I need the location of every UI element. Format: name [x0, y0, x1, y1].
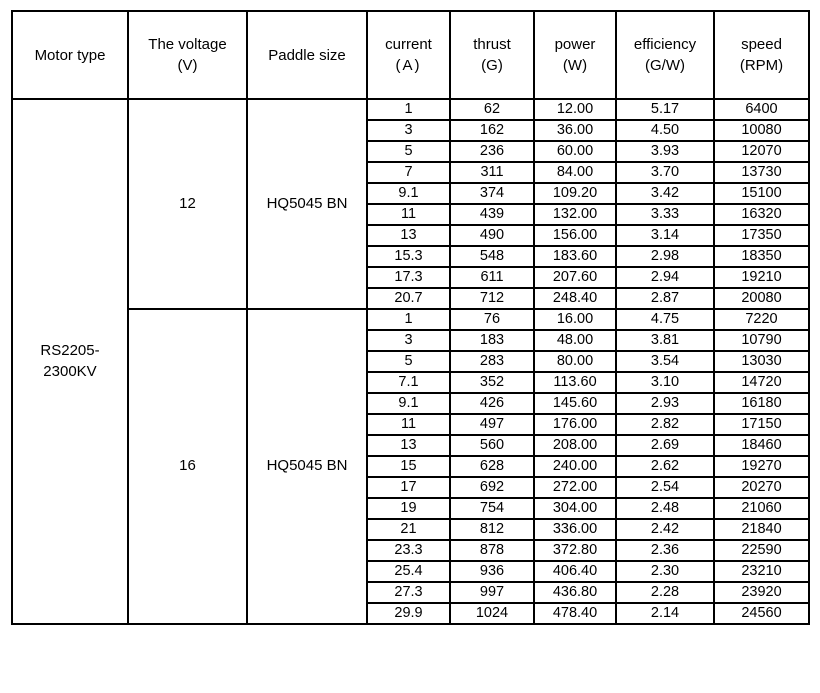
- data-cell: 3.42: [616, 183, 714, 204]
- data-cell: 15: [367, 456, 450, 477]
- data-cell: 17: [367, 477, 450, 498]
- data-cell: 27.3: [367, 582, 450, 603]
- data-cell: 374: [450, 183, 534, 204]
- data-cell: 156.00: [534, 225, 616, 246]
- data-cell: 490: [450, 225, 534, 246]
- data-cell: 611: [450, 267, 534, 288]
- data-cell: 2.42: [616, 519, 714, 540]
- data-cell: 754: [450, 498, 534, 519]
- header-label: power: [554, 36, 596, 53]
- data-cell: 19210: [714, 267, 809, 288]
- data-cell: 60.00: [534, 141, 616, 162]
- header-unit: (A): [395, 57, 422, 74]
- data-cell: 2.36: [616, 540, 714, 561]
- data-cell: 1: [367, 99, 450, 120]
- data-cell: 3.81: [616, 330, 714, 351]
- data-cell: 84.00: [534, 162, 616, 183]
- data-cell: 6400: [714, 99, 809, 120]
- data-cell: 18460: [714, 435, 809, 456]
- data-cell: 812: [450, 519, 534, 540]
- data-cell: 560: [450, 435, 534, 456]
- header-label: Paddle size: [268, 46, 346, 64]
- header-label: Motor type: [34, 46, 106, 64]
- header-label: speed: [741, 36, 782, 53]
- col-header-motor-type: [12, 11, 128, 99]
- paddle-size-cell: HQ5045 BN: [247, 309, 367, 624]
- data-cell: 16.00: [534, 309, 616, 330]
- data-cell: 207.60: [534, 267, 616, 288]
- data-cell: 23210: [714, 561, 809, 582]
- data-cell: 14720: [714, 372, 809, 393]
- data-cell: 76: [450, 309, 534, 330]
- data-cell: 9.1: [367, 393, 450, 414]
- data-cell: 311: [450, 162, 534, 183]
- header-unit: (G/W): [645, 57, 685, 74]
- data-cell: 2.48: [616, 498, 714, 519]
- data-cell: 12.00: [534, 99, 616, 120]
- col-header-current: [367, 11, 450, 99]
- data-cell: 162: [450, 120, 534, 141]
- data-cell: 20270: [714, 477, 809, 498]
- data-cell: 10080: [714, 120, 809, 141]
- data-cell: 3.33: [616, 204, 714, 225]
- header-row: [12, 11, 809, 99]
- data-cell: 997: [450, 582, 534, 603]
- data-cell: 2.82: [616, 414, 714, 435]
- data-cell: 628: [450, 456, 534, 477]
- data-cell: 1: [367, 309, 450, 330]
- data-cell: 497: [450, 414, 534, 435]
- col-header-power: [534, 11, 616, 99]
- data-cell: 7: [367, 162, 450, 183]
- paddle-size-cell: HQ5045 BN: [247, 99, 367, 309]
- table-row: [12, 99, 809, 120]
- data-cell: 13730: [714, 162, 809, 183]
- data-cell: 25.4: [367, 561, 450, 582]
- data-cell: 20.7: [367, 288, 450, 309]
- data-cell: 17350: [714, 225, 809, 246]
- data-cell: 4.50: [616, 120, 714, 141]
- data-cell: 236: [450, 141, 534, 162]
- data-cell: 12070: [714, 141, 809, 162]
- table-body: [12, 99, 809, 624]
- table-header: [12, 11, 809, 99]
- data-cell: 436.80: [534, 582, 616, 603]
- header-unit: (W): [562, 57, 588, 74]
- data-cell: 17150: [714, 414, 809, 435]
- data-cell: 548: [450, 246, 534, 267]
- data-cell: 352: [450, 372, 534, 393]
- data-cell: 13: [367, 435, 450, 456]
- col-header-voltage: [128, 11, 247, 99]
- header-label: thrust: [473, 36, 511, 53]
- header-unit: (RPM): [739, 57, 784, 74]
- data-cell: 20080: [714, 288, 809, 309]
- header-label: current: [385, 36, 432, 53]
- data-cell: 16320: [714, 204, 809, 225]
- data-cell: 878: [450, 540, 534, 561]
- data-cell: 5: [367, 141, 450, 162]
- data-cell: 3: [367, 330, 450, 351]
- data-cell: 2.69: [616, 435, 714, 456]
- data-cell: 132.00: [534, 204, 616, 225]
- data-cell: 29.9: [367, 603, 450, 624]
- data-cell: 15100: [714, 183, 809, 204]
- data-cell: 113.60: [534, 372, 616, 393]
- col-header-paddle-size: [247, 11, 367, 99]
- data-cell: 2.30: [616, 561, 714, 582]
- data-cell: 11: [367, 204, 450, 225]
- data-cell: 2.62: [616, 456, 714, 477]
- header-unit: (G): [481, 57, 503, 74]
- data-cell: 3.14: [616, 225, 714, 246]
- data-cell: 9.1: [367, 183, 450, 204]
- col-header-speed: [714, 11, 809, 99]
- data-cell: 2.98: [616, 246, 714, 267]
- data-cell: 336.00: [534, 519, 616, 540]
- data-cell: 208.00: [534, 435, 616, 456]
- data-cell: 2.14: [616, 603, 714, 624]
- data-cell: 4.75: [616, 309, 714, 330]
- data-cell: 16180: [714, 393, 809, 414]
- data-cell: 5.17: [616, 99, 714, 120]
- data-cell: 2.28: [616, 582, 714, 603]
- motor-spec-table: [11, 10, 810, 625]
- data-cell: 21: [367, 519, 450, 540]
- data-cell: 712: [450, 288, 534, 309]
- data-cell: 692: [450, 477, 534, 498]
- data-cell: 19270: [714, 456, 809, 477]
- data-cell: 23.3: [367, 540, 450, 561]
- data-cell: 21060: [714, 498, 809, 519]
- header-label: The voltage: [148, 36, 227, 53]
- data-cell: 80.00: [534, 351, 616, 372]
- data-cell: 5: [367, 351, 450, 372]
- data-cell: 406.40: [534, 561, 616, 582]
- voltage-cell: 16: [128, 309, 247, 624]
- data-cell: 19: [367, 498, 450, 519]
- data-cell: 439: [450, 204, 534, 225]
- motor-type-line: RS2205-: [40, 342, 100, 360]
- header-label: efficiency: [633, 36, 697, 53]
- data-cell: 23920: [714, 582, 809, 603]
- data-cell: 248.40: [534, 288, 616, 309]
- voltage-cell: 12: [128, 99, 247, 309]
- data-cell: 3.70: [616, 162, 714, 183]
- data-cell: 3.10: [616, 372, 714, 393]
- motor-type-line: 2300KV: [43, 362, 97, 380]
- data-cell: 936: [450, 561, 534, 582]
- data-cell: 3.93: [616, 141, 714, 162]
- data-cell: 283: [450, 351, 534, 372]
- data-cell: 183: [450, 330, 534, 351]
- data-cell: 13: [367, 225, 450, 246]
- data-cell: 478.40: [534, 603, 616, 624]
- data-cell: 2.54: [616, 477, 714, 498]
- data-cell: 2.87: [616, 288, 714, 309]
- motor-type-cell: [12, 99, 128, 624]
- data-cell: 1024: [450, 603, 534, 624]
- col-header-thrust: [450, 11, 534, 99]
- data-cell: 62: [450, 99, 534, 120]
- data-cell: 24560: [714, 603, 809, 624]
- data-cell: 17.3: [367, 267, 450, 288]
- data-cell: 240.00: [534, 456, 616, 477]
- data-cell: 3: [367, 120, 450, 141]
- data-cell: 18350: [714, 246, 809, 267]
- data-cell: 2.94: [616, 267, 714, 288]
- data-cell: 21840: [714, 519, 809, 540]
- data-cell: 426: [450, 393, 534, 414]
- data-cell: 36.00: [534, 120, 616, 141]
- data-cell: 145.60: [534, 393, 616, 414]
- data-cell: 109.20: [534, 183, 616, 204]
- data-cell: 11: [367, 414, 450, 435]
- table-row: [12, 309, 809, 330]
- data-cell: 2.93: [616, 393, 714, 414]
- data-cell: 15.3: [367, 246, 450, 267]
- data-cell: 3.54: [616, 351, 714, 372]
- data-cell: 22590: [714, 540, 809, 561]
- data-cell: 48.00: [534, 330, 616, 351]
- data-cell: 272.00: [534, 477, 616, 498]
- data-cell: 304.00: [534, 498, 616, 519]
- data-cell: 372.80: [534, 540, 616, 561]
- data-cell: 10790: [714, 330, 809, 351]
- header-unit: (V): [177, 57, 198, 74]
- data-cell: 13030: [714, 351, 809, 372]
- data-cell: 183.60: [534, 246, 616, 267]
- data-cell: 7.1: [367, 372, 450, 393]
- data-cell: 176.00: [534, 414, 616, 435]
- col-header-efficiency: [616, 11, 714, 99]
- data-cell: 7220: [714, 309, 809, 330]
